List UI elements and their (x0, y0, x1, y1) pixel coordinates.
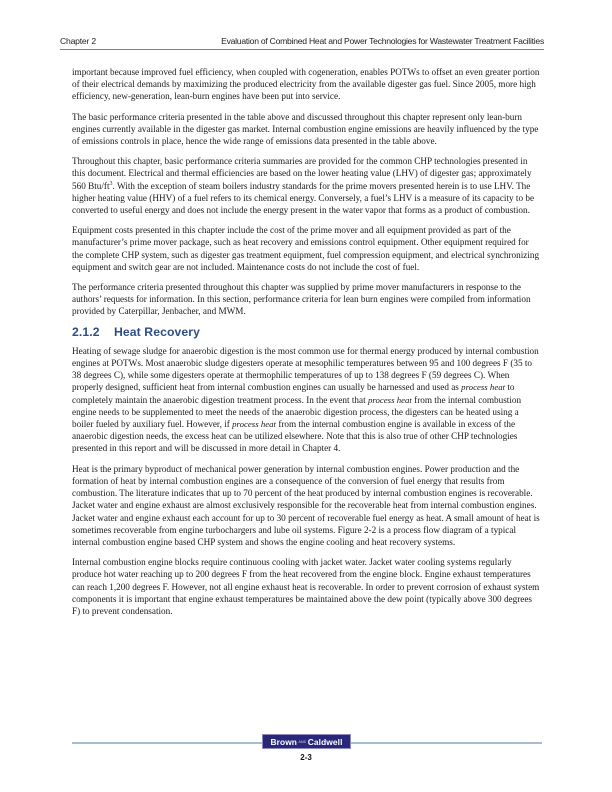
paragraph: The performance criteria presented throughout this chapter was supplied by prime mover manufacturers in response to the authors’ requests for information. In this section, performance criteria for lean burn engines were compiled from information provided by Caterpillar, Jenbacher, and MWM. (72, 282, 531, 317)
paragraph: Equipment costs presented in this chapter include the cost of the prime mover and all equipment provided as part of the manufacturer’s prime mover package, such as heat recovery and emissions control equipment. Other equipment required for the complete CHP system, such as digester gas treatment equipment, fuel compression equipment, and electrical synchronizing equipment and switch gear are not included. Maintenance costs do not include the cost of fuel. (72, 225, 540, 272)
italic-term: process heat (367, 394, 412, 405)
paragraph: Internal combustion engine blocks require continuous cooling with jacket water. Jacket water cooling systems regularly produce hot water reaching up to 200 degrees F from the heat recovered from the engine block. Engine exhaust temperatures can reach 1,200 degrees F. However, not all engine exhaust heat is recoverable. In order to prevent corrosion of exhaust system components it is important that engine exhaust temperatures be maintained above the dew point (typically above 300 degrees F) to prevent condensation. (72, 557, 540, 616)
brown-and-caldwell-logo: Brown AND Caldwell (262, 734, 351, 749)
section-heading (72, 326, 542, 338)
paragraph-heat: Heating of sewage sludge for anaerobic digestion is the most common use for thermal energy produced by internal combustion engines at POTWs. Most anaerobic sludge digesters operate at mesophilic temperatures between 95 and 100 degrees F (35 to 38 degrees C), while some digesters operate at thermophilic temperatures of up to 138 degrees F (59 degrees C). When properly designed, sufficient heat from internal combustion engines can usually be harnessed and used as process heat to completely maintain the anaerobic digestion treatment process. In the event that process heat from the internal combustion engine needs to be supplemented to meet the needs of the anaerobic digestion process, the digesters can be heated using a boiler fueled by auxiliary fuel. However, if process heat from the internal combustion engine is available in excess of the anaerobic digestion needs, the excess heat can be utilized elsewhere. Note that this is also true of other CHP technologies presented in this report and will be discussed in more detail in Chapter 4. (72, 345, 539, 454)
section-number: 2.1.2 (72, 324, 100, 339)
superscript: 3 (109, 180, 113, 187)
section-title: Heat Recovery (114, 324, 200, 339)
paragraph-lhv: Throughout this chapter, basic performance criteria summaries are provided for the common CHP technologies presented in this document. Electrical and thermal efficiencies are based on the lower heating value (LHV) of digester gas; approximately 560 Btu/$ft^3$. With the exception of steam boilers industry standards for the prime movers presented herein is to use LHV. The higher heating value (HHV) of a fuel refers to its chemical energy. Conversely, a fuel’s LHV is a measure of its capacity to be converted to useful energy and does not include the energy present in the water vapor that forms as a product of combustion. (72, 156, 535, 216)
page-body (72, 66, 542, 625)
paragraph: The basic performance criteria presented in the table above and discussed throughout this chapter represent only lean-burn engines currently available in the digester gas market. Internal combustion engine emissions are heavily influenced by the type of emissions controls in place, hence the wide range of emissions data presented in the table above. (72, 111, 539, 147)
page-header (60, 33, 544, 50)
paragraph: Heat is the primary byproduct of mechanical power generation by internal combustion engines. Power production and the formation of heat by internal combustion engines are a consequence of the conversion of fuel energy that results from combustion. The literature indicates that up to 70 percent of the heat produced by internal combustion engines is recoverable. Jacket water and engine exhaust are almost exclusively responsible for the recoverable heat from internal combustion engines. Jacket water and engine exhaust each account for up to 30 percent of recoverable fuel energy as heat. A small amount of heat is sometimes recoverable from engine turbochargers and lube oil systems. Figure 2-2 is a process flow diagram of a typical internal combustion engine based CHP system and shows the engine cooling and heat recovery systems. (72, 463, 540, 547)
chapter-label: Chapter 2 (60, 36, 96, 46)
document-title: Evaluation of Combined Heat and Power Technologies for Wastewater Treatment Facilities (221, 36, 544, 46)
paragraph: important because improved fuel efficiency, when coupled with cogeneration, enables POTWs to offset an even greater portion of their electrical demands by maximizing the produced electricity from the available digester gas fuel. Since 2005, more high efficiency, new-generation, lean-burn engines have been put into service. (72, 67, 540, 102)
italic-term: process heat (232, 419, 277, 430)
footer-rule-left (72, 742, 262, 744)
footer-rule-right (351, 742, 542, 744)
page-number: 2-3 (300, 753, 312, 762)
italic-term: process heat (461, 382, 506, 393)
